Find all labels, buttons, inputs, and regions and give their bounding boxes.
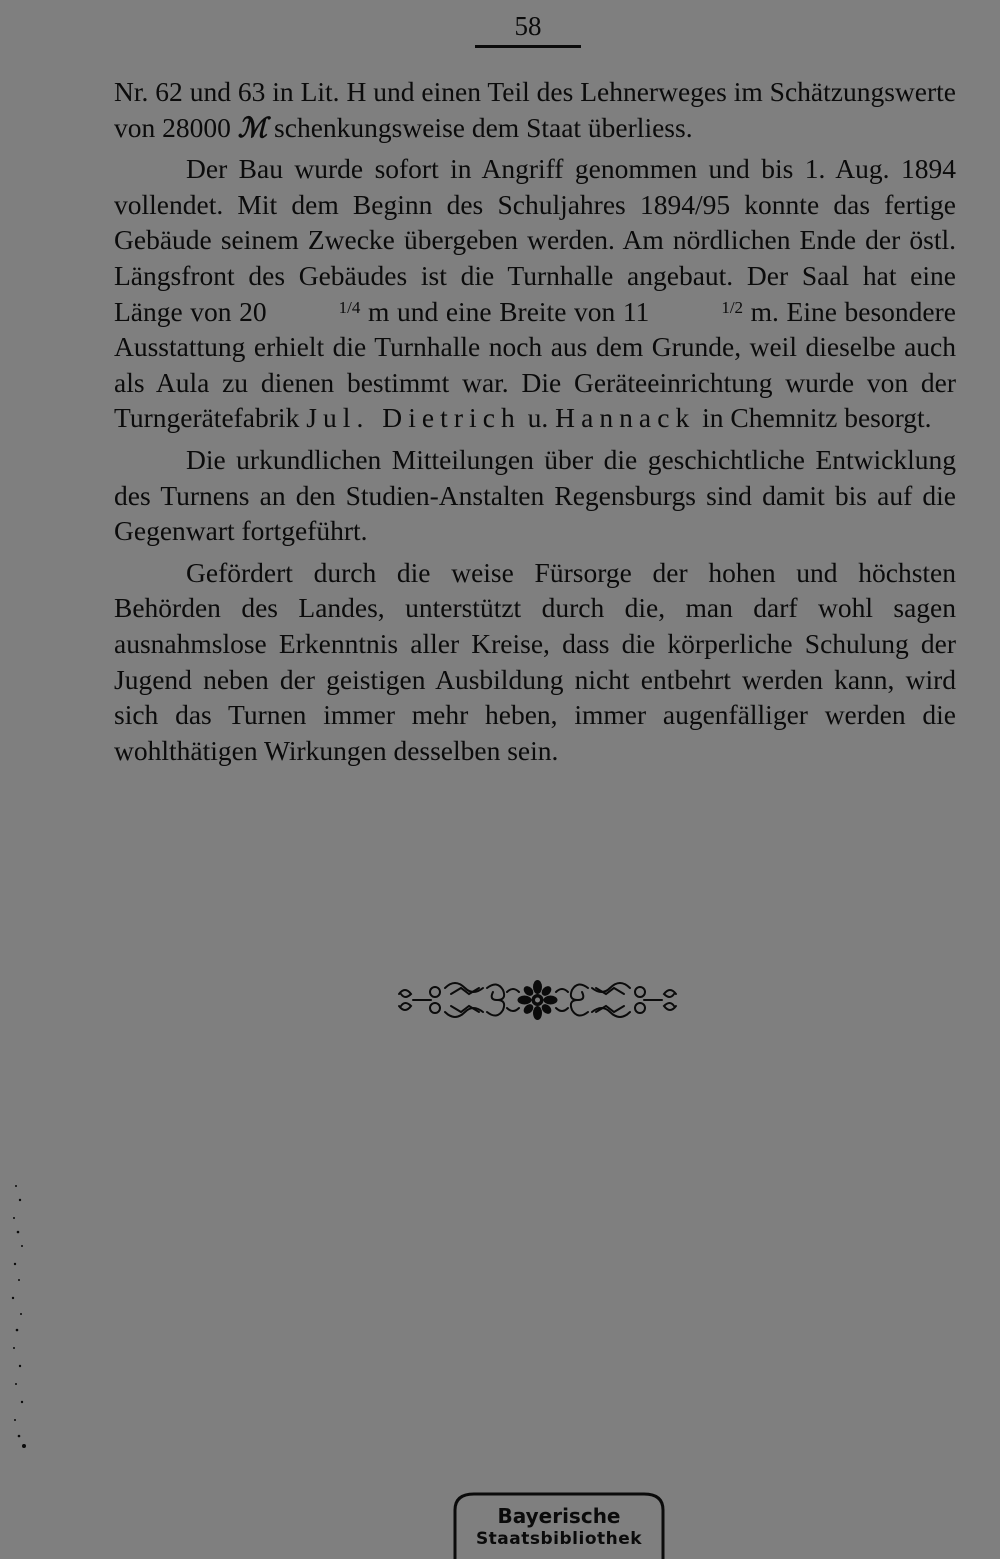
margin-specks [4, 1180, 34, 1470]
text-run: schenkungsweise dem Staat überliess. [267, 111, 693, 143]
text-run: in Chemnitz besorgt. [695, 402, 932, 434]
text-run: u. [520, 402, 556, 434]
stamp-line2: Staatsbibliothek [475, 1529, 643, 1549]
text-run: m und eine Breite von 11 [360, 295, 650, 327]
paragraph [114, 555, 956, 769]
spaced-name: Jul. Dietrich [306, 402, 521, 434]
text-run: Der Bau wurde sofort in Angriff genommen und bis 1. Aug. 1894 vollendet. Mit dem Beginn des Schuljahres 1894/95 konnte das fertige Gebäude seinem Zwecke übergeben werden. Am nördlichen Ende der östl. Längsfront des Gebäudes ist die Turnhalle angebaut. Der Saal hat eine Länge von 20 [114, 153, 956, 327]
fraction: 1/2 [721, 297, 744, 317]
body-text [114, 74, 956, 768]
paragraph [114, 442, 956, 549]
text-run: Nr. 62 und 63 in Lit. H und einen Teil des Lehnerweges im Schätzungswerte von 28000 [114, 76, 956, 143]
paragraph [114, 151, 956, 436]
page-number: 58 [514, 11, 542, 41]
text-run: Gefördert durch die weise Fürsorge der hohen und höchsten Behörden des Landes, unterstützt durch die, man darf wohl sagen ausnahmslose Erkenntnis aller Kreise, dass die körperliche Schulung der Jugend neben der geistigen Ausbildung nicht entbehrt werden kann, wird sich das Turnen immer mehr heben, immer augenfälliger werden die wohlthätigen Wirkungen desselben sein. [114, 556, 956, 766]
floral-scroll-ornament [395, 970, 680, 1030]
page-number-rule [475, 45, 581, 48]
library-stamp [452, 1488, 666, 1559]
stamp-line1: Bayerische [497, 1504, 621, 1528]
paragraph [114, 74, 956, 145]
text-run: m. Eine besondere Ausstattung erhielt die Turnhalle noch aus dem Grunde, weil dieselbe auch als Aula zu dienen bestimmt war. Die Geräteeinrichtung wurde von der Turngerätefabrik [114, 295, 956, 434]
fraction: 1/4 [338, 297, 361, 317]
currency-symbol: ℳ [237, 111, 268, 143]
text-run: Die urkundlichen Mitteilungen über die geschichtliche Entwicklung des Turnens an den Studien-Anstalten Regensburgs sind damit bis auf die Gegenwart fortgeführt. [114, 443, 956, 547]
spaced-name: Hannack [555, 402, 696, 434]
